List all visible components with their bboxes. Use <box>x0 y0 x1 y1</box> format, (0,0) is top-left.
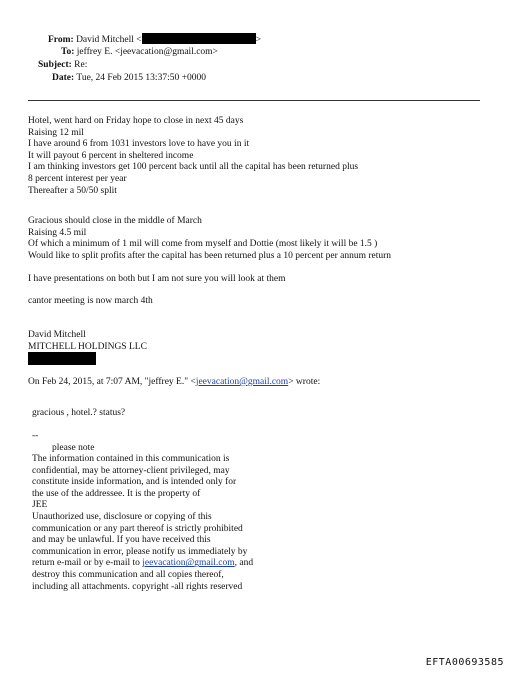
document-id: EFTA00693585 <box>425 657 504 668</box>
subject-value: Re: <box>74 60 88 70</box>
redaction-bar <box>28 352 96 365</box>
body-paragraph-1: Hotel, went hard on Friday hope to close in next 45 days Raising 12 mil I have around 6 from 1031 investors love to have you in it It will payout 6 percent in sheltered income I am thinking investors get 100 percent back until all the capital has been returned plus 8 percent interest per year Thereafter a 50/50 split <box>28 116 359 196</box>
header-divider <box>28 100 480 101</box>
from-value: David Mitchell < <box>76 35 142 45</box>
header-subject: Subject: Re: <box>38 60 88 70</box>
redaction-bar <box>142 33 256 44</box>
signature-company: MITCHELL HOLDINGS LLC <box>28 341 147 352</box>
header-date: Date: Tue, 24 Feb 2015 13:37:50 +0000 <box>52 73 206 83</box>
quote-header: On Feb 24, 2015, at 7:07 AM, "jeffrey E." <jeevacation@gmail.com> wrote: <box>28 377 321 387</box>
body-paragraph-4: cantor meeting is now march 4th <box>28 296 153 306</box>
notice-email-link[interactable]: jeevacation@gmail.com <box>142 558 235 569</box>
quote-email-link[interactable]: jeevacation@gmail.com <box>195 377 289 387</box>
body-paragraph-3: I have presentations on both but I am not sure you will look at them <box>28 274 286 284</box>
signature-separator: -- <box>32 431 39 441</box>
quoted-message: gracious , hotel.? status? <box>32 408 126 418</box>
signature <box>28 330 147 353</box>
body-paragraph-2: Gracious should close in the middle of March Raising 4.5 mil Of which a minimum of 1 mil will come from myself and Dottie (most likely it will be 1.5 ) Would like to split profits after the capital has been returned plus a 10 percent per annum return <box>28 216 392 261</box>
header-to: To: jeffrey E. <jeevacation@gmail.com> <box>61 47 218 57</box>
confidentiality-notice: The information contained in this communication is confidential, may be attorney-client privileged, may constitute inside information, and is intended only for the use of the addressee. It is the property of JEE Unauthorized use, disclosure or copying of this communication or any part thereof is strictly prohibited and may be unlawful. If you have received this communication in error, please notify us immediately by return e-mail or by e-mail to jeevacation@gmail.com, and destroy this communication and all copies thereof, including all attachments. copyright -all rights reserved <box>32 454 254 592</box>
signature-name: David Mitchell <box>28 330 86 340</box>
header-from: From: David Mitchell < > <box>48 35 261 45</box>
notice-email-line: return e-mail or by e-mail to jeevacation@gmail.com, and <box>32 558 254 569</box>
date-value: Tue, 24 Feb 2015 13:37:50 +0000 <box>76 73 206 83</box>
confidentiality-notice-title: please note <box>52 443 95 453</box>
to-value: jeffrey E. <jeevacation@gmail.com> <box>76 47 218 57</box>
